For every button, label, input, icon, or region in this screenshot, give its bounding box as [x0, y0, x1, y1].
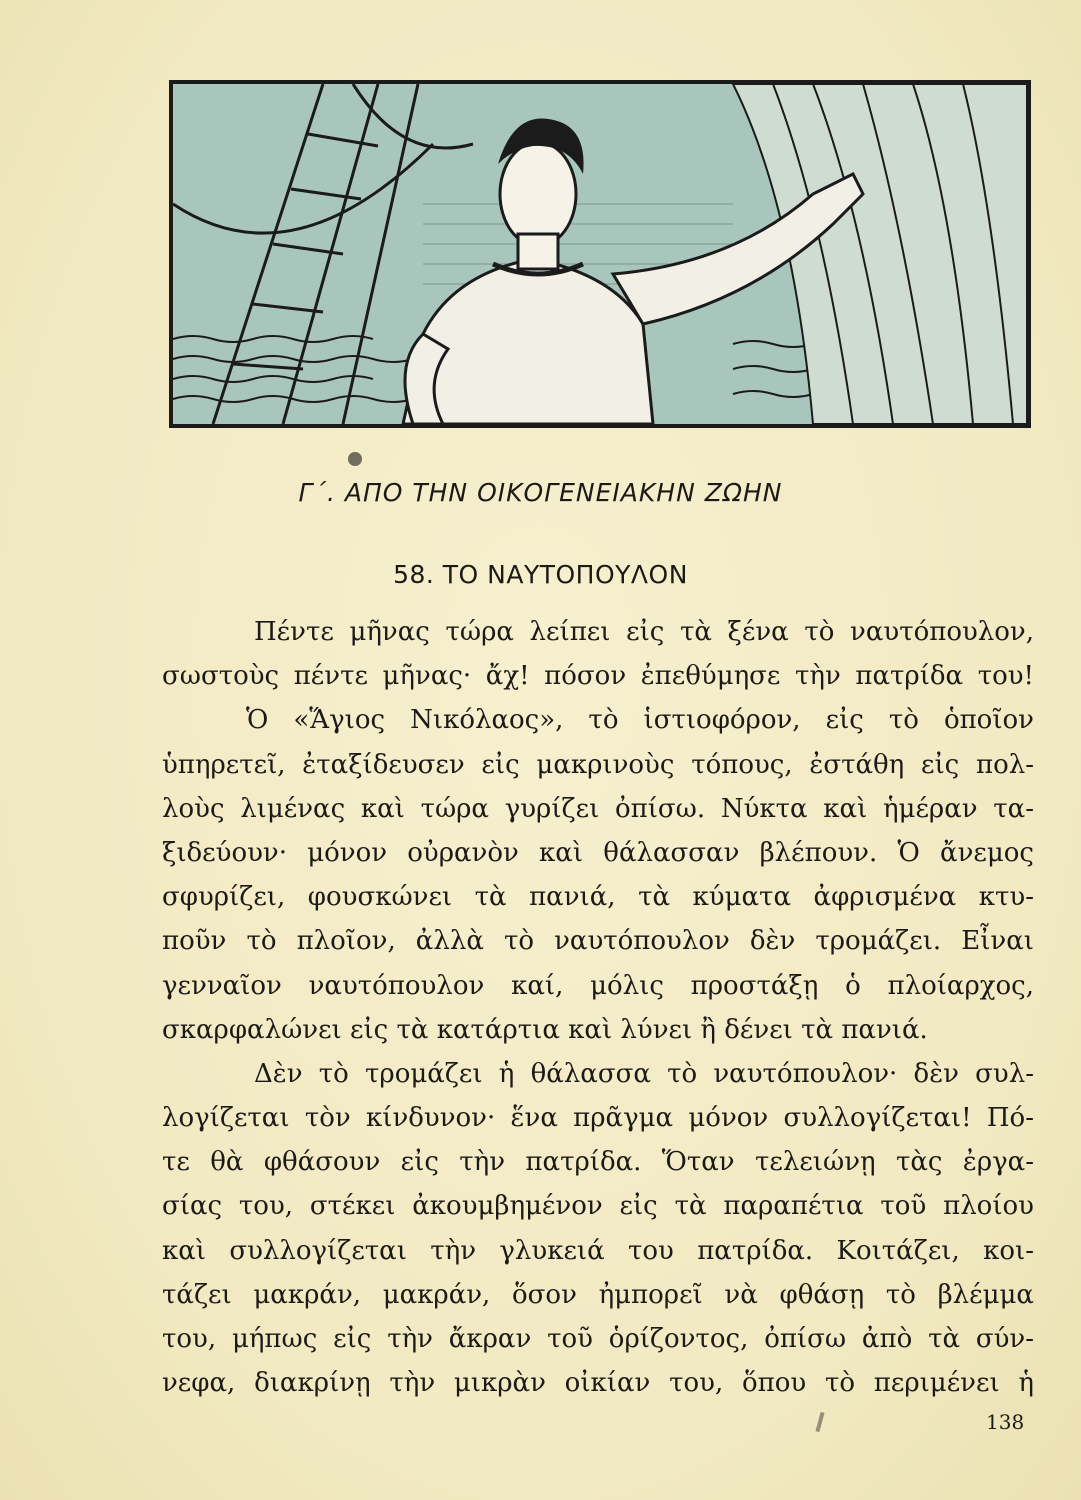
text-line: σκαρφαλώνει εἰς τὰ κατάρτια καὶ λύνει ἢ δένει τὰ πανιά. [162, 1014, 928, 1045]
text-line: νεφα, διακρίνῃ τὴν μικρὰν οἰκίαν του, ὅπου τὸ περιμένει ἡ [162, 1368, 1034, 1399]
sailor-head [500, 142, 576, 246]
text-line: ξιδεύουν· μόνον οὐρανὸν καὶ θάλασσαν βλέπουν. Ὁ ἄνεμος [162, 837, 1034, 868]
sailor-woodcut-image [173, 84, 1027, 424]
ink-blot [348, 452, 362, 466]
text-line: Ὁ «Ἅγιος Νικόλαος», τὸ ἱστιοφόρον, εἰς τὸ ὁποῖον [246, 705, 1034, 736]
text-line: γενναῖον ναυτόπουλον καί, μόλις προστάξῃ ὁ πλοίαρχος, [162, 970, 1034, 1001]
text-line: Πέντε μῆνας τώρα λείπει εἰς τὰ ξένα τὸ ναυτόπουλον, [254, 617, 1034, 647]
paragraph [162, 610, 1034, 1052]
chapter-title: 58. ΤΟ ΝΑΥΤΟΠΟΥΛΟΝ [393, 560, 688, 589]
paragraph [162, 1052, 1034, 1406]
text-line: λογίζεται τὸν κίνδυνον· ἕνα πρᾶγμα μόνον συλλογίζεται! Πό- [162, 1103, 1034, 1134]
text-line: σωστοὺς πέντε μῆνας· ἄχ! πόσον ἐπεθύμησε τὴν πατρίδα του! [162, 661, 1034, 692]
ink-mark [815, 1412, 824, 1432]
text-line: τε θὰ φθάσουν εἰς τὴν πατρίδα. Ὅταν τελειώνῃ τὰς ἐργα- [162, 1147, 1034, 1178]
body-text [162, 610, 1034, 1405]
text-line: τάζει μακράν, μακράν, ὅσον ἠμπορεῖ νὰ φθάσῃ τὸ βλέμμα [162, 1279, 1034, 1310]
text-line: του, μήπως εἰς τὴν ἄκραν τοῦ ὁρίζοντος, ὀπίσω ἀπὸ τὰ σύν- [162, 1324, 1034, 1354]
text-line: σίας του, στέκει ἀκουμβημένον εἰς τὰ παραπέτια τοῦ πλοίου [162, 1191, 1034, 1222]
text-line: Δὲν τὸ τρομάζει ἡ θάλασσα τὸ ναυτόπουλον· δὲν συλ- [254, 1058, 1034, 1089]
text-line: ποῦν τὸ πλοῖον, ἀλλὰ τὸ ναυτόπουλον δὲν τρομάζει. Εἶναι [162, 926, 1034, 957]
sailor-illustration [169, 80, 1031, 428]
text-line: ὑπηρετεῖ, ἐταξίδευσεν εἰς μακρινοὺς τόπους, ἐστάθη εἰς πολ- [162, 749, 1034, 780]
page-number: 138 [986, 1410, 1025, 1434]
text-line: λοὺς λιμένας καὶ τώρα γυρίζει ὀπίσω. Νύκτα καὶ ἡμέραν τα- [162, 793, 1034, 824]
text-line: σφυρίζει, φουσκώνει τὰ πανιά, τὰ κύματα ἀφρισμένα κτυ- [162, 882, 1034, 913]
text-line: καὶ συλλογίζεται τὴν γλυκειά του πατρίδα. Κοιτάζει, κοι- [162, 1235, 1034, 1266]
section-heading: Γ΄. ΑΠΟ ΤΗΝ ΟΙΚΟΓΕΝΕΙΑΚΗΝ ΖΩΗΝ [298, 478, 783, 507]
